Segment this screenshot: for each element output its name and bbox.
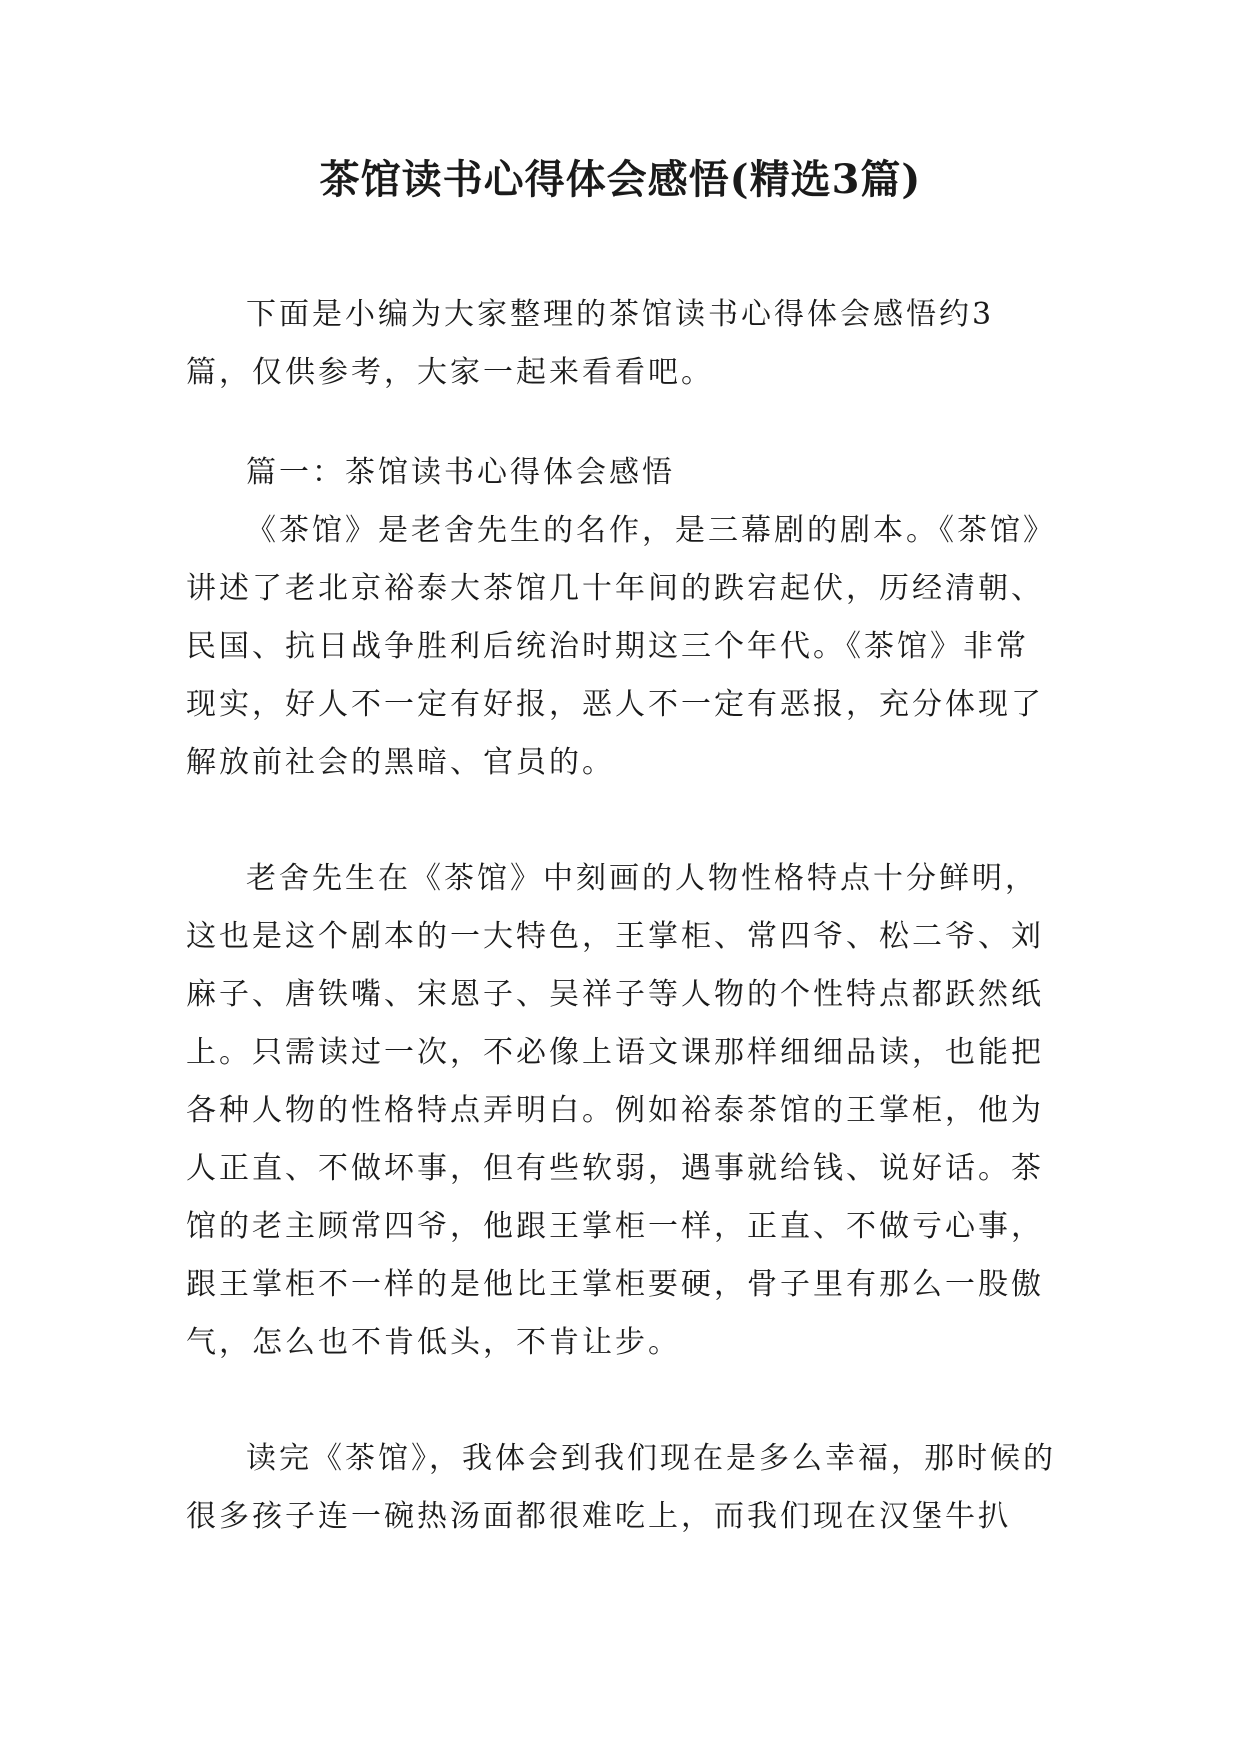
intro-paragraph: 下面是小编为大家整理的茶馆读书心得体会感悟约3篇，仅供参考，大家一起来看看吧。 xyxy=(186,297,995,390)
body-paragraph: 读完《茶馆》，我体会到我们现在是多么幸福，那时候的很多孩子连一碗热汤面都很难吃上，而我们现在汉堡牛扒 xyxy=(186,1441,1056,1534)
body-paragraph: 老舍先生在《茶馆》中刻画的人物性格特点十分鲜明，这也是这个剧本的一大特色，王掌柜、常四爷、松二爷、刘麻子、唐铁嘴、宋恩子、吴祥子等人物的个性特点都跃然纸上。只需读过一次，不必像上语文课那样细细品读，也能把各种人物的性格特点弄明白。例如裕泰茶馆的王掌柜，他为人正直、不做坏事，但有些软弱，遇事就给钱、说好话。茶馆的老主顾常四爷，他跟王掌柜一样，正直、不做亏心事，跟王掌柜不一样的是他比王掌柜要硬，骨子里有那么一股傲气，怎么也不肯低头，不肯让步。 xyxy=(186,861,1044,1360)
document-body xyxy=(186,286,1056,1546)
body-paragraph: 《茶馆》是老舍先生的名作，是三幕剧的剧本。《茶馆》讲述了老北京裕泰大茶馆几十年间的跌宕起伏，历经清朝、民国、抗日战争胜利后统治时期这三个年代。《茶馆》非常现实，好人不一定有好报，恶人不一定有恶报，充分体现了解放前社会的黑暗、官员的。 xyxy=(186,513,1056,780)
document-title: 茶馆读书心得体会感悟(精选3篇) xyxy=(319,156,922,203)
section-heading: 篇一：茶馆读书心得体会感悟 xyxy=(246,455,675,490)
